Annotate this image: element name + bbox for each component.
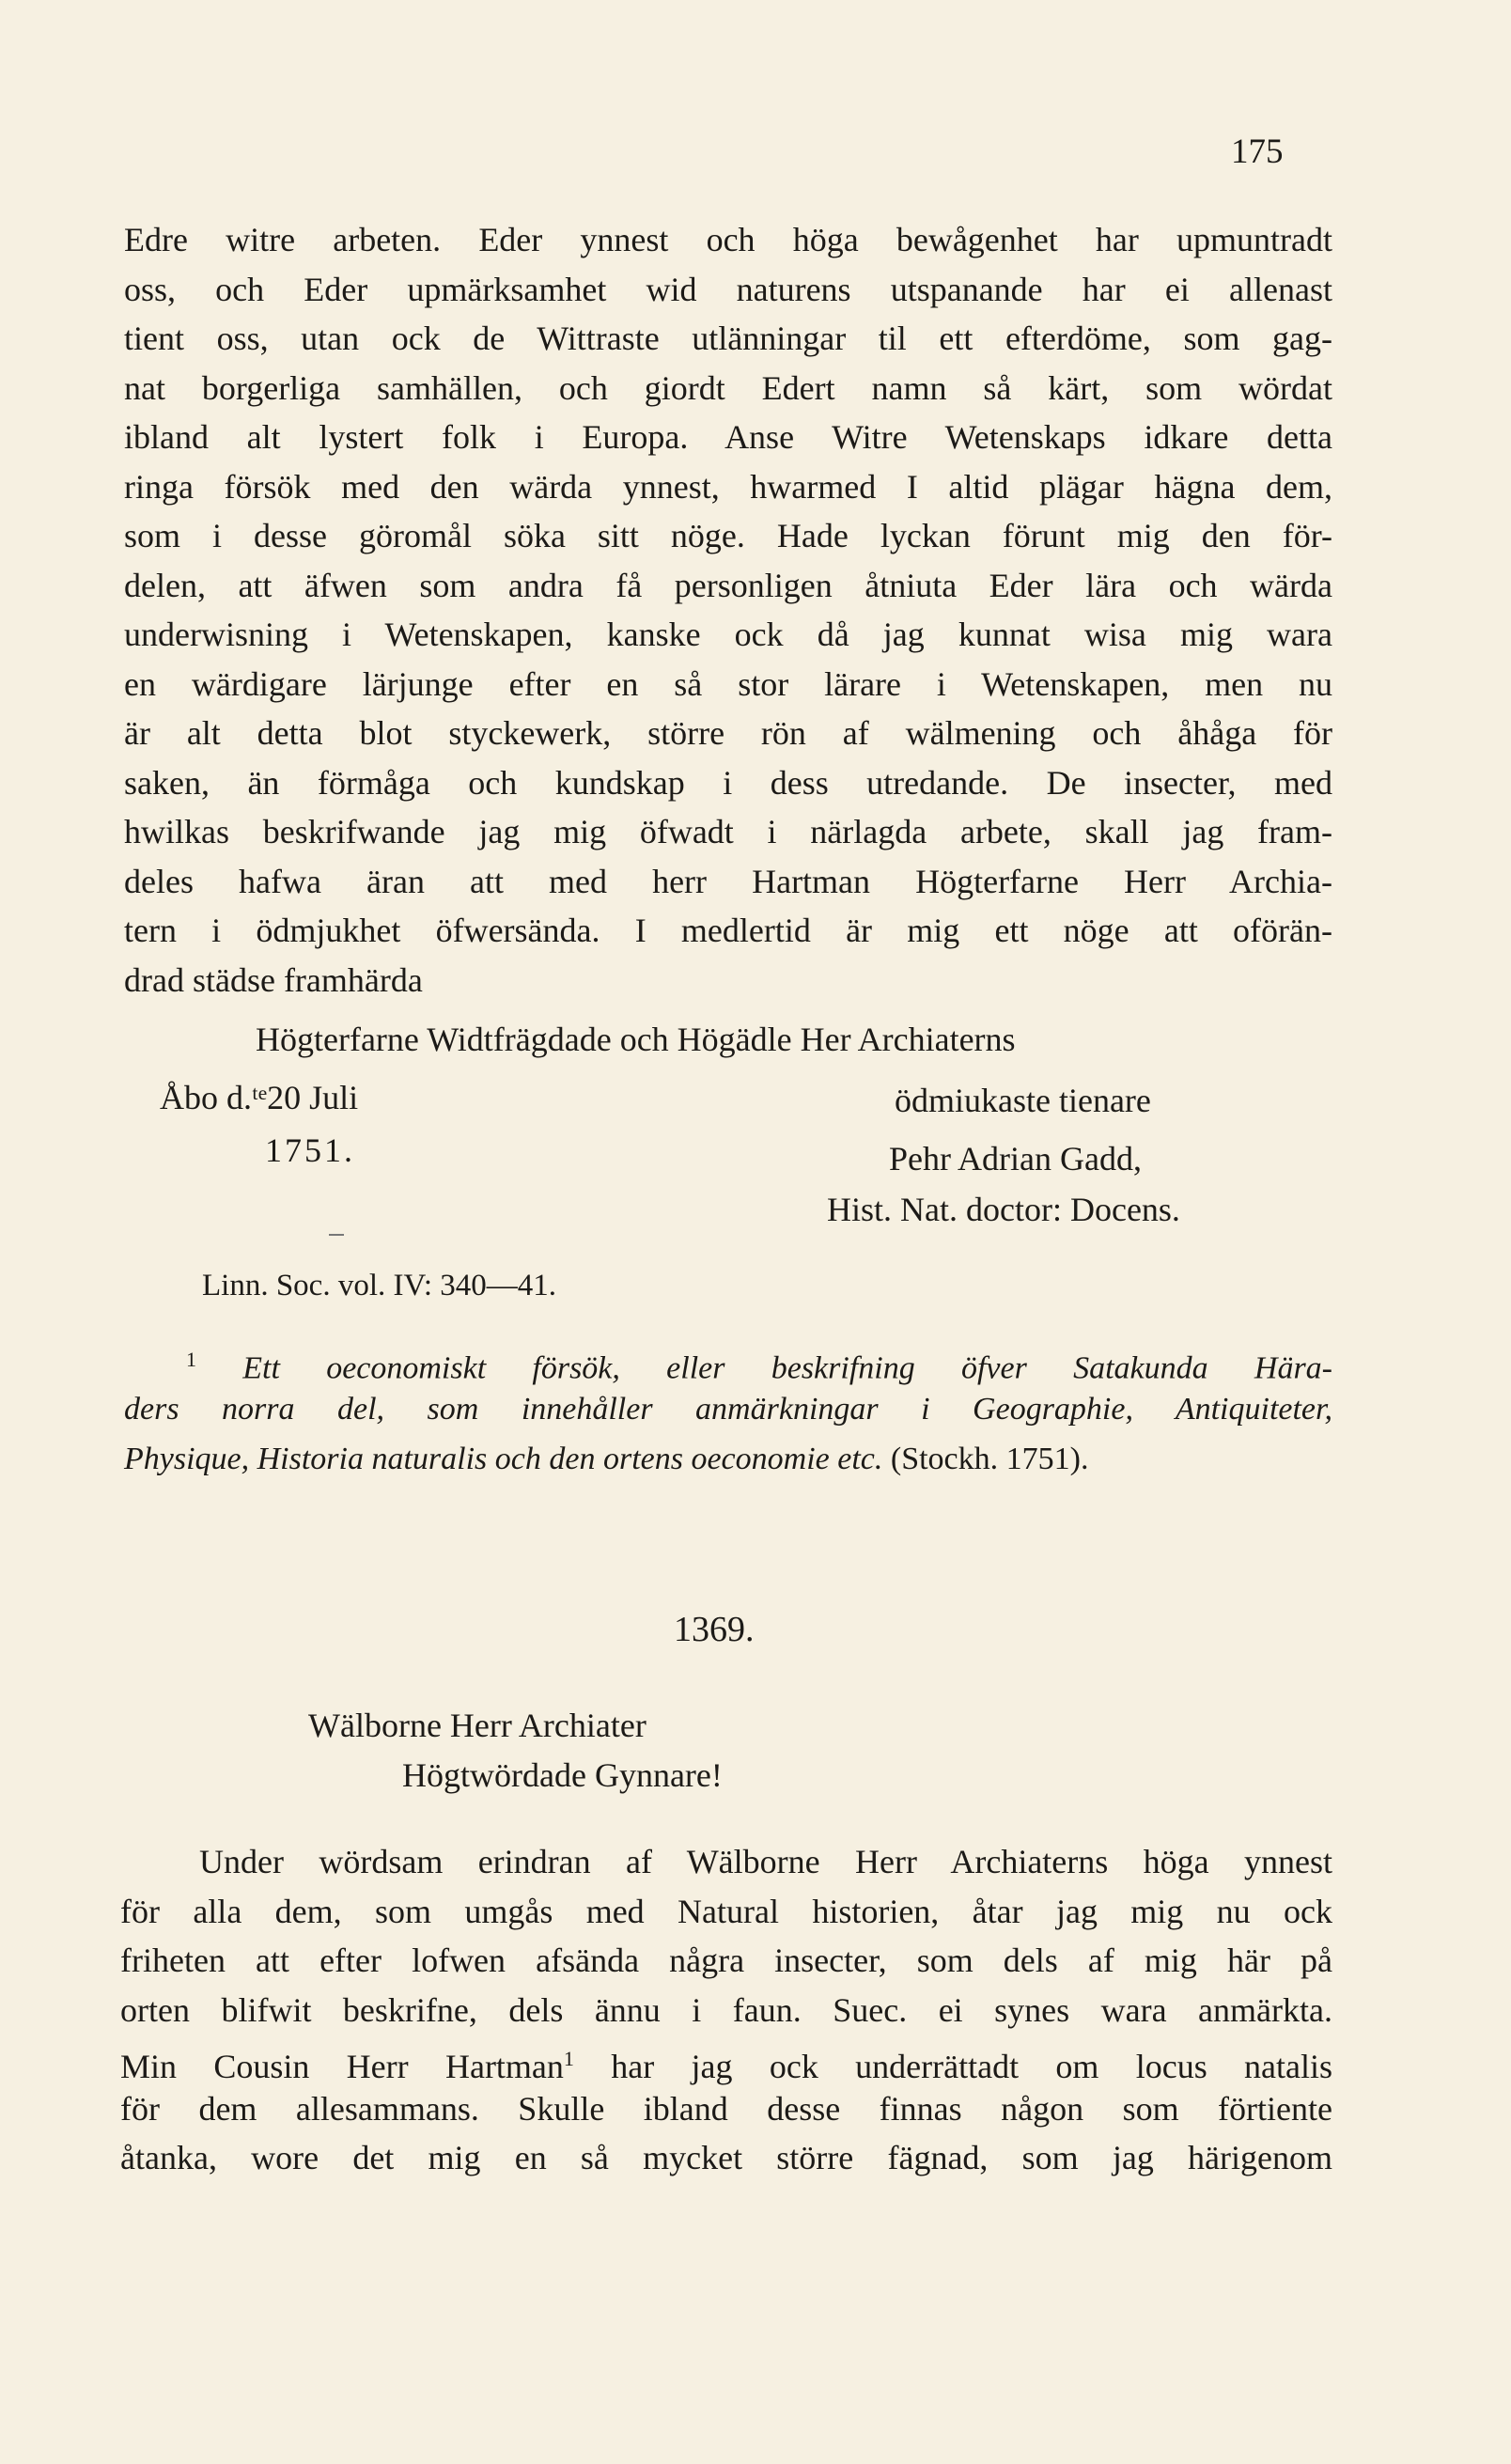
body-line: en wärdigare lärjunge efter en så stor lärare i Wetenskapen, men nu (124, 664, 1332, 703)
closing-salutation: Högterfarne Widtfrägdade och Högädle Her Archiaterns (256, 1021, 1016, 1058)
signature-title: Hist. Nat. doctor: Docens. (827, 1191, 1180, 1228)
footnote-line (124, 1334, 1332, 1384)
page-number: 175 (1231, 133, 1284, 171)
footnote-title-end: Physique, Historia naturalis och den ortens oeconomie etc. (124, 1442, 883, 1476)
body-line: tern i ödmjukhet öfwersända. I medlertid är mig ett nöge att oförän- (124, 912, 1332, 949)
letter-number: 1369. (674, 1610, 755, 1649)
body-line (120, 2035, 1332, 2084)
body-line: tient oss, utan ock de Wittraste utlänningar til ett efterdöme, som gag- (124, 320, 1332, 357)
footnote-marker: 1 (186, 1348, 196, 1371)
body-line: deles hafwa äran att med herr Hartman Högterfarne Herr Archia- (124, 862, 1332, 900)
body-line: ibland alt lystert folk i Europa. Anse Witre Wetenskaps idkare detta (124, 418, 1332, 456)
body-line: drad städse framhärda (124, 960, 423, 999)
divider (329, 1234, 344, 1236)
source-reference: Linn. Soc. vol. IV: 340—41. (202, 1269, 557, 1302)
body-line: Under wördsam erindran af Wälborne Herr Archiaterns höga ynnest (199, 1843, 1332, 1880)
letter-body (124, 215, 1332, 1005)
body-line: hwilkas beskrifwande jag mig öfwadt i närlagda arbete, skall jag fram- (124, 813, 1332, 850)
footnote-line: ders norra del, som innehåller anmärkningar i Geographie, Antiquiteter, (124, 1392, 1332, 1427)
body-line: friheten att efter lofwen afsända några insecter, som dels af mig här på (120, 1942, 1332, 1979)
year: 1751. (265, 1131, 355, 1169)
salutation-line-1: Wälborne Herr Archiater (308, 1707, 646, 1744)
body-line: för alla dem, som umgås med Natural historien, åtar jag mig nu ock (120, 1892, 1332, 1930)
footnote-line (124, 1434, 1332, 1484)
place-date: Åbo d.ᵗᵉ20 Juli (160, 1079, 359, 1116)
body-line: oss, och Eder upmärksamhet wid naturens utspanande har ei allenast (124, 270, 1332, 308)
body-line: nat borgerliga samhällen, och giordt Edert namn så kärt, som wördat (124, 368, 1332, 407)
footnote-reference: 1 (563, 2047, 574, 2070)
salutation-line-2: Högtwördade Gynnare! (402, 1756, 723, 1794)
body-line: Edre witre arbeten. Eder ynnest och höga bewågenhet har upmuntradt (124, 221, 1332, 258)
footnote-publication: (Stockh. 1751). (890, 1442, 1089, 1476)
body-line: är alt detta blot styckewerk, större rön af wälmening och åhåga för (124, 714, 1332, 752)
footnote-title: Ett oeconomiskt försök, eller beskrifning öfver Satakunda Härа- (242, 1350, 1333, 1386)
body-line: ringa försök med den wärda ynnest, hwarmed I altid plägar hägna dem, (124, 467, 1332, 506)
body-line: åtanka, wore det mig en så mycket större fägnad, som jag härigenom (120, 2139, 1332, 2176)
body-text: Min Cousin Herr Hartman (120, 2048, 564, 2085)
body-line: saken, än förmåga och kundskap i dess utredande. De insecter, med (124, 763, 1332, 802)
signature-line: ödmiukaste tienare (895, 1082, 1151, 1119)
signature-name: Pehr Adrian Gadd, (889, 1140, 1142, 1177)
body-line: underwisning i Wetenskapen, kanske ock då jag kunnat wisa mig wara (124, 616, 1332, 653)
body-line: som i desse göromål söka sitt nöge. Hade lyckan förunt mig den för- (124, 517, 1332, 554)
body-line: för dem allesammans. Skulle ibland desse finnas någon som förtiente (120, 2089, 1332, 2128)
body-line: delen, att äfwen som andra få personligen åtniuta Eder lära och wärda (124, 566, 1332, 604)
body-line: orten blifwit beskrifne, dels ännu i faun. Suec. ei synes wara anmärkta. (120, 1990, 1332, 2029)
body-text: har jag ock underrättadt om locus natalis (573, 2048, 1333, 2085)
next-letter-body (120, 1837, 1332, 2183)
footnote (124, 1334, 1332, 1484)
